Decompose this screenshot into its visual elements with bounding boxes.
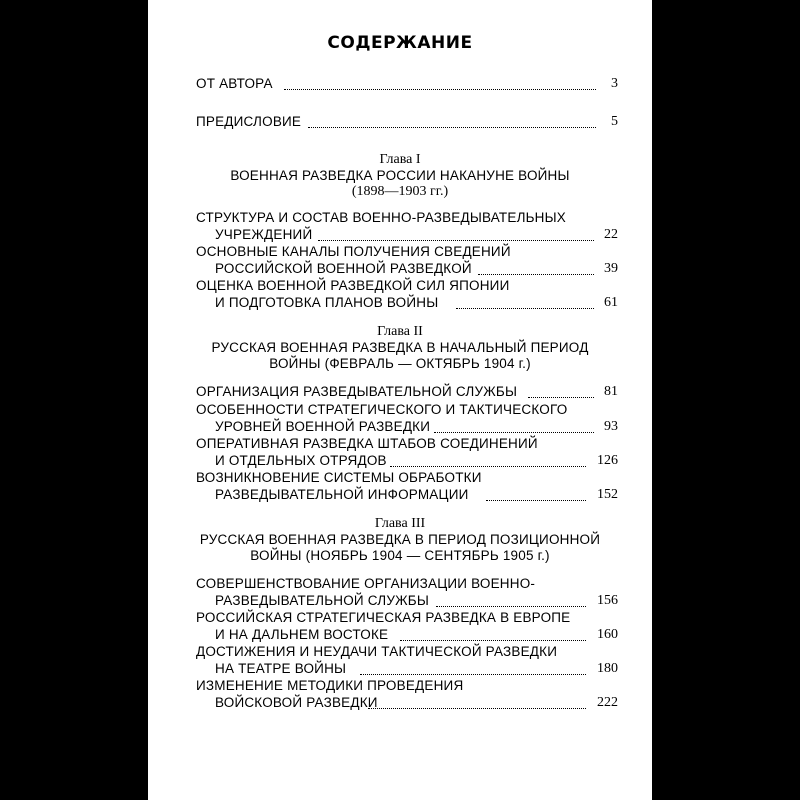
toc-entry xyxy=(196,678,618,712)
page-number: 222 xyxy=(597,695,618,710)
toc-entry xyxy=(196,470,618,504)
page-number: 93 xyxy=(604,419,618,434)
toc-entry xyxy=(196,384,618,402)
chapter-3-title: РУССКАЯ ВОЕННАЯ РАЗВЕДКА В ПЕРИОД ПОЗИЦИОННОЙ xyxy=(199,532,601,547)
page-number: 81 xyxy=(604,384,618,399)
entry-line-1: ОРГАНИЗАЦИЯ РАЗВЕДЫВАТЕЛЬНОЙ СЛУЖБЫ xyxy=(196,384,518,399)
page-title: СОДЕРЖАНИЕ xyxy=(327,33,473,53)
dot-leader xyxy=(528,397,594,398)
page-number: 3 xyxy=(611,76,618,91)
entry-line-2: РАЗВЕДЫВАТЕЛЬНОЙ СЛУЖБЫ xyxy=(215,593,430,608)
entry-line-1: ОСОБЕННОСТИ СТРАТЕГИЧЕСКОГО И ТАКТИЧЕСКОГО xyxy=(196,402,568,417)
entry-line-1: ОЦЕНКА ВОЕННОЙ РАЗВЕДКОЙ СИЛ ЯПОНИИ xyxy=(196,278,510,293)
toc-entry xyxy=(196,210,618,244)
page-number: 22 xyxy=(604,227,618,242)
entry-line-1: ВОЗНИКНОВЕНИЕ СИСТЕМЫ ОБРАБОТКИ xyxy=(196,470,482,485)
page-number: 156 xyxy=(597,593,618,608)
dot-leader xyxy=(400,640,586,641)
toc-entry xyxy=(196,644,618,678)
dot-leader xyxy=(390,466,586,467)
entry-line-2: И ПОДГОТОВКА ПЛАНОВ ВОЙНЫ xyxy=(215,295,439,310)
page-number: 180 xyxy=(597,661,618,676)
chapter-1-years: (1898—1903 гг.) xyxy=(351,184,449,199)
page-number: 126 xyxy=(597,453,618,468)
dot-leader xyxy=(360,674,586,675)
entry-label: ПРЕДИСЛОВИЕ xyxy=(196,114,302,129)
dot-leader xyxy=(456,308,594,309)
dot-leader xyxy=(478,274,594,275)
page-number: 5 xyxy=(611,114,618,129)
page-number: 61 xyxy=(604,295,618,310)
page-number: 160 xyxy=(597,627,618,642)
entry-line-2: РОССИЙСКОЙ ВОЕННОЙ РАЗВЕДКОЙ xyxy=(215,261,472,276)
chapter-3-label: Глава III xyxy=(374,516,426,531)
right-black-border xyxy=(652,0,800,800)
toc-entry xyxy=(196,610,618,644)
chapter-1-label: Глава I xyxy=(379,152,421,167)
dot-leader xyxy=(284,89,596,90)
entry-line-2: И НА ДАЛЬНЕМ ВОСТОКЕ xyxy=(215,627,389,642)
entry-line-1: ДОСТИЖЕНИЯ И НЕУДАЧИ ТАКТИЧЕСКОЙ РАЗВЕДКИ xyxy=(196,644,558,659)
page-number: 39 xyxy=(604,261,618,276)
chapter-1-title: ВОЕННАЯ РАЗВЕДКА РОССИИ НАКАНУНЕ ВОЙНЫ xyxy=(230,168,570,183)
page-number: 152 xyxy=(597,487,618,502)
chapter-2-label: Глава II xyxy=(377,324,423,339)
dot-leader xyxy=(486,500,586,501)
toc-entry xyxy=(196,278,618,312)
entry-line-1: СОВЕРШЕНСТВОВАНИЕ ОРГАНИЗАЦИИ ВОЕННО- xyxy=(196,576,536,591)
dot-leader xyxy=(318,240,594,241)
chapter-3-title-line-2: ВОЙНЫ (НОЯБРЬ 1904 — СЕНТЯБРЬ 1905 г.) xyxy=(250,548,550,563)
toc-entry xyxy=(196,436,618,470)
dot-leader xyxy=(436,606,586,607)
toc-page xyxy=(148,0,652,800)
toc-entry-preface xyxy=(196,114,618,138)
entry-label: ОТ АВТОРА xyxy=(196,76,273,91)
toc-entry xyxy=(196,402,618,436)
dot-leader xyxy=(434,432,594,433)
chapter-2-title-line-2: ВОЙНЫ (ФЕВРАЛЬ — ОКТЯБРЬ 1904 г.) xyxy=(269,356,531,371)
entry-line-2: УРОВНЕЙ ВОЕННОЙ РАЗВЕДКИ xyxy=(215,419,431,434)
entry-line-2: РАЗВЕДЫВАТЕЛЬНОЙ ИНФОРМАЦИИ xyxy=(215,487,469,502)
entry-line-2: И ОТДЕЛЬНЫХ ОТРЯДОВ xyxy=(215,453,387,468)
dot-leader xyxy=(308,127,596,128)
chapter-2-title: РУССКАЯ ВОЕННАЯ РАЗВЕДКА В НАЧАЛЬНЫЙ ПЕРИОД xyxy=(211,340,589,355)
entry-line-1: РОССИЙСКАЯ СТРАТЕГИЧЕСКАЯ РАЗВЕДКА В ЕВРОПЕ xyxy=(196,610,571,625)
toc-entry-author xyxy=(196,76,618,100)
entry-line-2: НА ТЕАТРЕ ВОЙНЫ xyxy=(215,661,347,676)
toc-entry xyxy=(196,576,618,610)
entry-line-2: ВОЙСКОВОЙ РАЗВЕДКИ xyxy=(215,695,378,710)
entry-line-1: ИЗМЕНЕНИЕ МЕТОДИКИ ПРОВЕДЕНИЯ xyxy=(196,678,464,693)
entry-line-2: УЧРЕЖДЕНИЙ xyxy=(215,227,313,242)
dot-leader xyxy=(368,708,586,709)
entry-line-1: СТРУКТУРА И СОСТАВ ВОЕННО-РАЗВЕДЫВАТЕЛЬНЫХ xyxy=(196,210,566,225)
left-black-border xyxy=(0,0,148,800)
entry-line-1: ОПЕРАТИВНАЯ РАЗВЕДКА ШТАБОВ СОЕДИНЕНИЙ xyxy=(196,436,538,451)
entry-line-1: ОСНОВНЫЕ КАНАЛЫ ПОЛУЧЕНИЯ СВЕДЕНИЙ xyxy=(196,244,511,259)
toc-entry xyxy=(196,244,618,278)
